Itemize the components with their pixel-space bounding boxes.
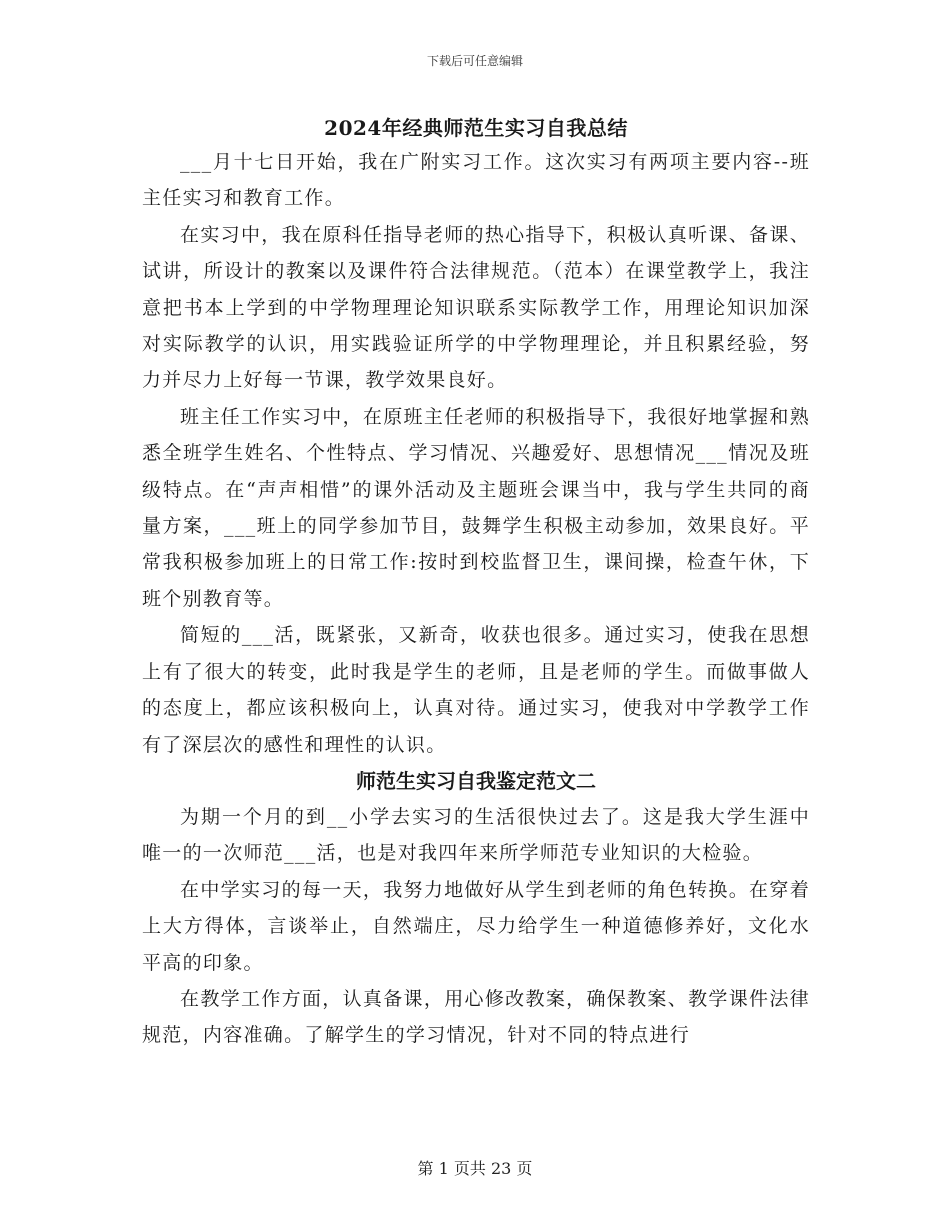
paragraph: 简短的___活，既紧张，又新奇，收获也很多。通过实习，使我在思想上有了很大的转变，此时我是学生的老师，且是老师的学生。而做事做人的态度上，都应该积极向上，认真对待。通过实习，使我对中学教学工作有了深层次的感性和理性的认识。 — [142, 624, 810, 756]
paragraph: 在实习中，我在原科任指导老师的热心指导下，积极认真听课、备课、试讲，所设计的教案以及课件符合法律规范。（范本）在课堂教学上，我注意把书本上学到的中学物理理论知识联系实际教学工作，用理论知识加深对实际教学的认识，用实践验证所学的中学物理理论，并且积累经验，努力并尽力上好每一节课，教学效果良好。 — [142, 223, 810, 392]
page-header-note: 下载后可任意编辑 — [426, 54, 523, 68]
page-footer-page-number: 第 1 页共 23 页 — [417, 1159, 533, 1178]
document-body — [142, 112, 810, 1054]
section-subtitle: 师范生实习自我鉴定范文二 — [356, 768, 596, 793]
paragraph: ___月十七日开始，我在广附实习工作。这次实习有两项主要内容--班主任实习和教育工作。 — [142, 151, 810, 210]
paragraph: 为期一个月的到__小学去实习的生活很快过去了。这是我大学生涯中唯一的一次师范___活，也是对我四年来所学师范专业知识的大检验。 — [142, 805, 810, 865]
paragraph: 在中学实习的每一天，我努力地做好从学生到老师的角色转换。在穿着上大方得体，言谈举止，自然端庄，尽力给学生一种道德修养好，文化水平高的印象。 — [142, 878, 810, 974]
paragraph: 班主任工作实习中，在原班主任老师的积极指导下，我很好地掌握和熟悉全班学生姓名、个性特点、学习情况、兴趣爱好、思想情况___情况及班级特点。在“声声相惜”的课外活动及主题班会课当中，我与学生共同的商量方案，___班上的同学参加节目，鼓舞学生积极主动参加，效果良好。平常我积极参加班上的日常工作:按时到校监督卫生，课间操，检查午休，下班个别教育等。 — [142, 405, 810, 610]
document-title: 2024年经典师范生实习自我总结 — [324, 116, 628, 140]
paragraph: 在教学工作方面，认真备课，用心修改教案，确保教案、教学课件法律规范，内容准确。了解学生的学习情况，针对不同的特点进行 — [142, 987, 810, 1047]
